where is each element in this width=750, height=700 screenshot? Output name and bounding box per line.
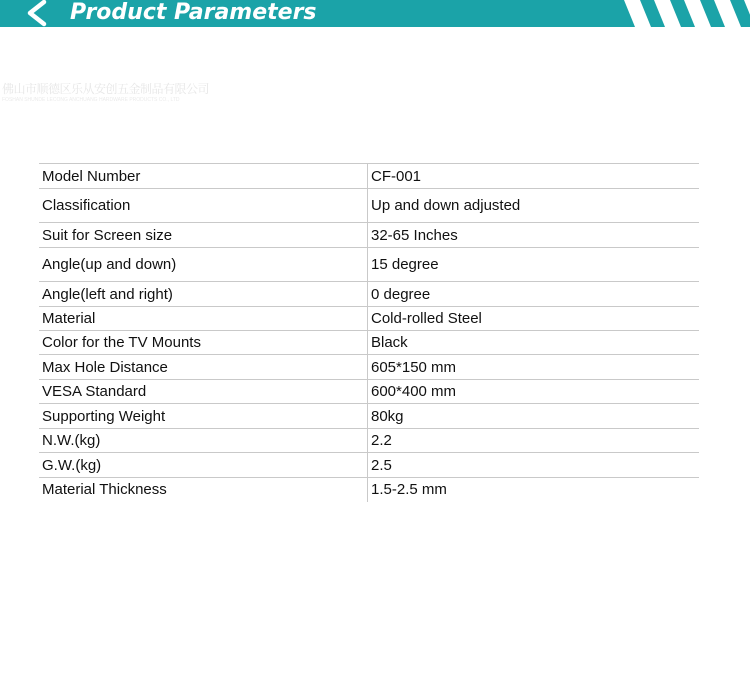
- table-row: [39, 355, 699, 380]
- page-title: Product Parameters: [70, 0, 317, 25]
- spec-value: CF-001: [368, 164, 700, 189]
- spec-value: 32-65 Inches: [368, 223, 700, 248]
- table-row: [39, 453, 699, 478]
- table-row: [39, 307, 699, 331]
- table-row: [39, 404, 699, 429]
- spec-value: 15 degree: [368, 248, 700, 282]
- spec-value: 2.5: [368, 453, 700, 478]
- decorative-stripes: [610, 0, 750, 27]
- spec-label: N.W.(kg): [39, 429, 368, 453]
- watermark-subtext: FOSHAN SHUNDE LECONG ANCHUANG HARDWARE PRODUCTS CO., LTD: [2, 97, 180, 103]
- spec-label: Material Thickness: [39, 478, 368, 502]
- spec-label: Angle(up and down): [39, 248, 368, 282]
- spec-value: Black: [368, 331, 700, 355]
- table-row: [39, 164, 699, 189]
- watermark-text: 佛山市顺德区乐从安创五金制品有限公司: [2, 82, 210, 96]
- spec-label: Supporting Weight: [39, 404, 368, 429]
- table-row: [39, 429, 699, 453]
- spec-value: 2.2: [368, 429, 700, 453]
- spec-table: [39, 163, 699, 502]
- spec-value: 1.5-2.5 mm: [368, 478, 700, 502]
- table-row: [39, 478, 699, 502]
- company-watermark: [2, 82, 210, 106]
- spec-value: 605*150 mm: [368, 355, 700, 380]
- spec-label: Angle(left and right): [39, 282, 368, 307]
- table-row: [39, 189, 699, 223]
- spec-label: Material: [39, 307, 368, 331]
- spec-label: G.W.(kg): [39, 453, 368, 478]
- spec-value: Up and down adjusted: [368, 189, 700, 223]
- table-row: [39, 282, 699, 307]
- table-row: [39, 223, 699, 248]
- spec-value: Cold-rolled Steel: [368, 307, 700, 331]
- spec-value: 0 degree: [368, 282, 700, 307]
- table-row: [39, 331, 699, 355]
- chevron-left-icon[interactable]: [18, 0, 52, 27]
- spec-label: Suit for Screen size: [39, 223, 368, 248]
- table-row: [39, 380, 699, 404]
- spec-label: Color for the TV Mounts: [39, 331, 368, 355]
- spec-label: Max Hole Distance: [39, 355, 368, 380]
- header-bar: [0, 0, 750, 27]
- spec-value: 600*400 mm: [368, 380, 700, 404]
- spec-label: Model Number: [39, 164, 368, 189]
- spec-label: VESA Standard: [39, 380, 368, 404]
- table-row: [39, 248, 699, 282]
- spec-label: Classification: [39, 189, 368, 223]
- spec-value: 80kg: [368, 404, 700, 429]
